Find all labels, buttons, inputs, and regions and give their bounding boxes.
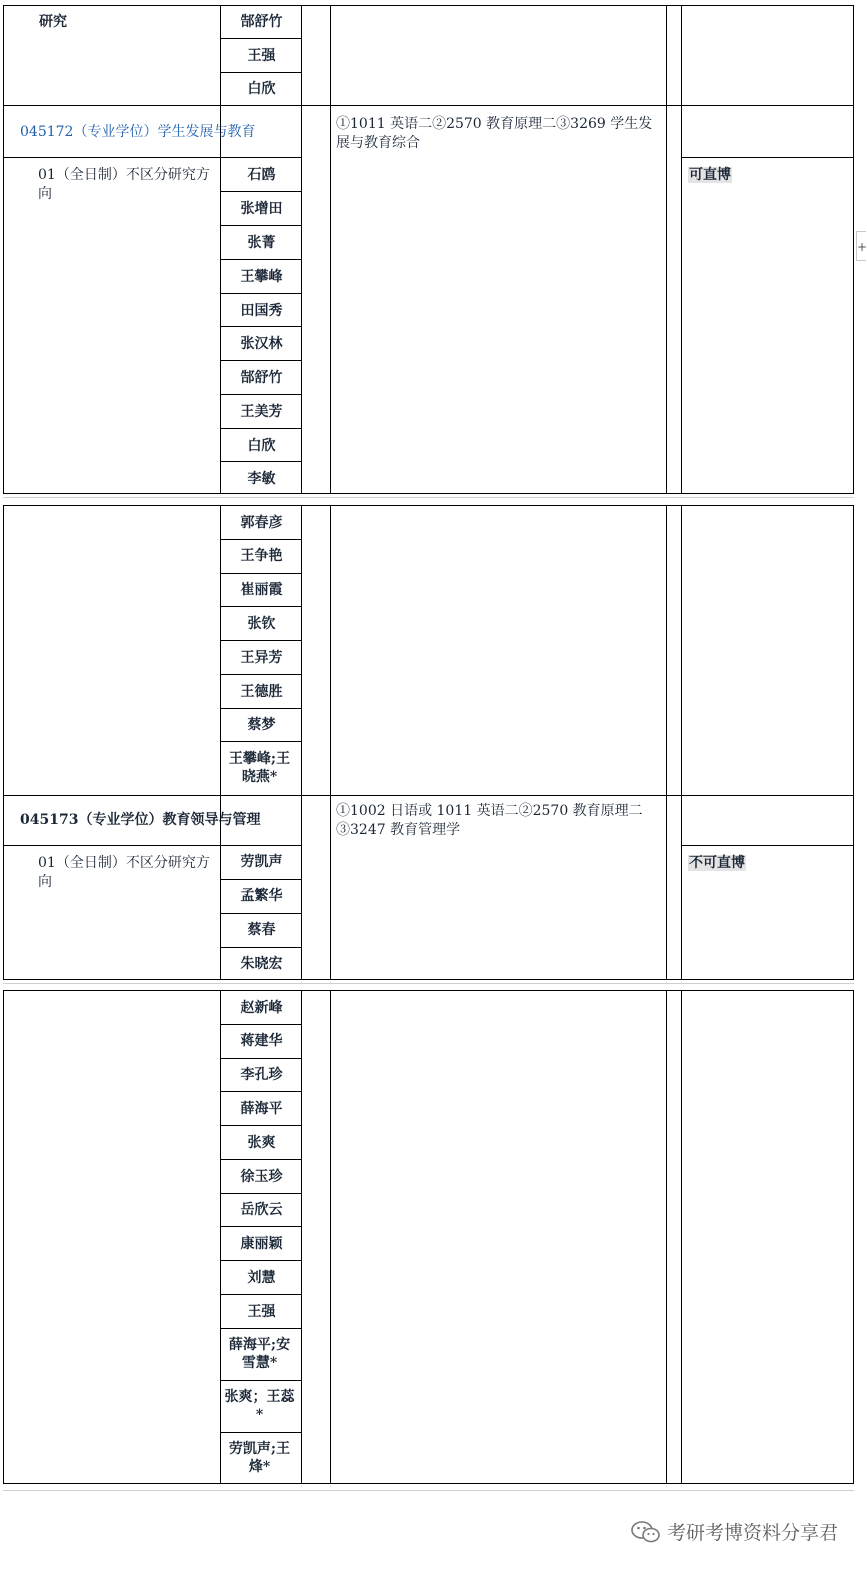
advisor-name: 崔丽霞 [240,582,283,598]
advisor-name: 张钦 [247,616,276,632]
advisor-name: 张增田 [240,201,283,217]
advisor-name: 张菁 [247,235,276,251]
exam-subjects: ①1011 英语二②2570 教育原理二③3269 学生发展与教育综合 [336,116,653,151]
advisor-name: 蔡春 [247,922,276,938]
advisor-name: 徐玉珍 [240,1169,283,1185]
advisor-name: 劳凯声;王烽* [228,1441,291,1475]
advisor-name: 郭春彦 [240,515,283,531]
advisor-name: 郜舒竹 [240,370,283,386]
program-title: 045172（专业学位）学生发展与教育 [20,124,256,140]
advisor-name: 白欣 [247,438,276,454]
direct-phd-note: 可直博 [689,167,731,183]
advisor-name: 岳欣云 [240,1202,283,1218]
advisor-name: 蒋建华 [240,1033,283,1049]
advisor-name: 王德胜 [240,684,283,700]
advisor-name: 田国秀 [240,303,283,319]
advisor-name: 王强 [247,48,276,64]
advisor-name: 张爽；王蕊* [224,1389,295,1423]
advisor-name: 劳凯声 [240,854,283,870]
page-divider [3,497,854,498]
research-direction: 01（全日制）不区分研究方向 [38,167,210,202]
advisor-name: 王异芳 [240,650,283,666]
advisor-name: 张汉林 [240,336,283,352]
advisor-name: 张爽 [247,1135,276,1151]
research-direction: 01（全日制）不区分研究方向 [38,855,210,890]
advisor-name: 石鸥 [247,167,276,183]
exam-subjects: ①1002 日语或 1011 英语二②2570 教育原理二③3247 教育管理学 [336,803,643,838]
advisor-name: 薛海平;安雪慧* [228,1337,291,1371]
research-label: 研究 [39,14,67,30]
advisor-name: 孟繁华 [240,888,283,904]
advisor-name: 薛海平 [240,1101,283,1117]
page-divider [3,983,854,984]
advisor-name: 白欣 [247,81,276,97]
watermark [631,1518,838,1545]
advisor-name: 朱晓宏 [240,956,283,972]
expand-tab[interactable]: + [856,231,866,261]
advisor-name: 郜舒竹 [240,14,283,30]
admission-table-3 [3,990,854,1484]
advisor-name: 刘慧 [247,1270,276,1286]
watermark-text: 考研考博资料分享君 [666,1522,838,1544]
advisor-name: 王美芳 [240,404,283,420]
advisor-name: 蔡梦 [247,717,276,733]
advisor-name: 李敏 [247,471,276,487]
program-title: 045173（专业学位）教育领导与管理 [20,812,261,828]
advisor-name: 王强 [247,1304,276,1320]
advisor-name: 王争艳 [240,548,283,564]
direct-phd-note: 不可直博 [689,855,745,871]
page-divider [3,1490,854,1491]
advisor-name: 王攀峰;王晓燕* [228,751,291,785]
admission-table-2 [3,505,854,980]
advisor-name: 赵新峰 [240,1000,283,1016]
wechat-icon [631,1521,661,1543]
advisor-name: 康丽颖 [240,1236,283,1252]
admission-table-1 [3,5,854,494]
advisor-name: 李孔珍 [240,1067,283,1083]
advisor-name: 王攀峰 [240,269,283,285]
